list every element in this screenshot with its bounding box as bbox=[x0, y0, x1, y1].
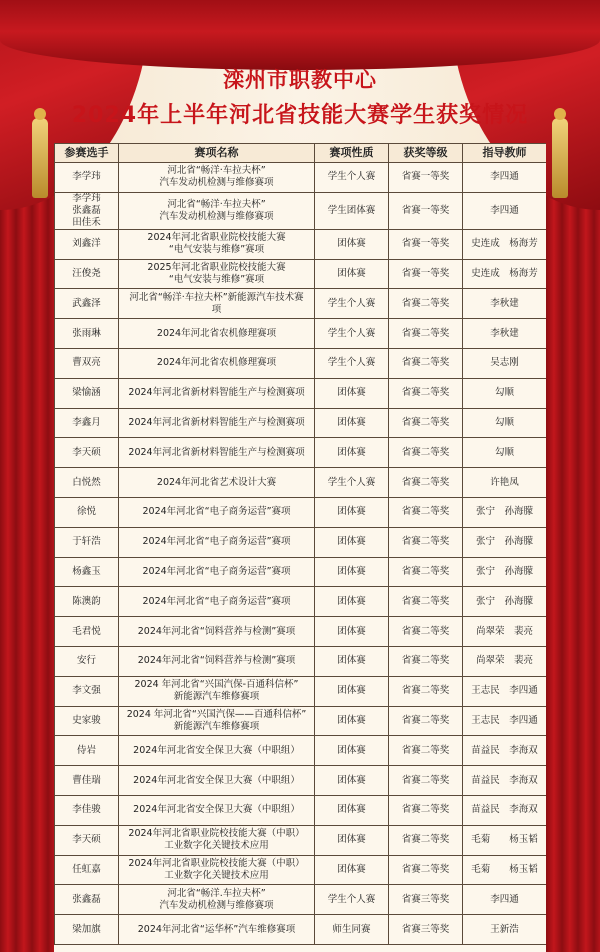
table-header-row bbox=[55, 144, 547, 163]
table-row bbox=[55, 348, 547, 378]
teacher-cell: 史连成 杨海芳 bbox=[463, 229, 547, 259]
contestant-cell: 梁愉涵 bbox=[55, 378, 119, 408]
type-cell: 团体赛 bbox=[315, 766, 389, 796]
type-cell: 学生个人赛 bbox=[315, 163, 389, 193]
teacher-cell: 王志民 李四通 bbox=[463, 676, 547, 706]
tassel-right-icon bbox=[552, 118, 568, 198]
contestant-cell: 任虹嘉 bbox=[55, 855, 119, 885]
award-cell: 省赛一等奖 bbox=[389, 163, 463, 193]
award-cell: 省赛二等奖 bbox=[389, 766, 463, 796]
table-row bbox=[55, 497, 547, 527]
contestant-cell: 李佳骏 bbox=[55, 795, 119, 825]
contestant-cell: 汪俊尧 bbox=[55, 259, 119, 289]
type-cell: 团体赛 bbox=[315, 378, 389, 408]
award-cell: 省赛二等奖 bbox=[389, 736, 463, 766]
event-cell: 2024年河北省新材料智能生产与检测赛项 bbox=[119, 438, 315, 468]
teacher-cell: 毛菊 杨玉韬 bbox=[463, 855, 547, 885]
event-cell: 2024年河北省“电子商务运营”赛项 bbox=[119, 497, 315, 527]
table-row bbox=[55, 527, 547, 557]
type-cell: 团体赛 bbox=[315, 408, 389, 438]
teacher-cell: 毛菊 杨玉韬 bbox=[463, 825, 547, 855]
teacher-cell: 李四通 bbox=[463, 192, 547, 229]
teacher-cell: 张宁 孙海朦 bbox=[463, 527, 547, 557]
type-cell: 团体赛 bbox=[315, 259, 389, 289]
contestant-cell: 白悦然 bbox=[55, 468, 119, 498]
contestant-cell: 史家骏 bbox=[55, 706, 119, 736]
title-line-2: 2024年上半年河北省技能大赛学生获奖情况 bbox=[71, 103, 529, 128]
type-cell: 师生同赛 bbox=[315, 915, 389, 945]
award-cell: 省赛二等奖 bbox=[389, 587, 463, 617]
awards-table bbox=[54, 143, 546, 945]
event-cell: 2024年河北省职业院校技能大赛 “电气安装与维修”赛项 bbox=[119, 229, 315, 259]
event-cell: 2024年河北省“电子商务运营”赛项 bbox=[119, 587, 315, 617]
contestant-cell: 侍岩 bbox=[55, 736, 119, 766]
table-row bbox=[55, 289, 547, 319]
contestant-cell: 刘鑫洋 bbox=[55, 229, 119, 259]
award-cell: 省赛二等奖 bbox=[389, 319, 463, 349]
contestant-cell: 陈澳韵 bbox=[55, 587, 119, 617]
event-cell: 2024年河北省“电子商务运营”赛项 bbox=[119, 557, 315, 587]
type-cell: 团体赛 bbox=[315, 855, 389, 885]
type-cell: 团体赛 bbox=[315, 706, 389, 736]
event-cell: 2024年河北省新材料智能生产与检测赛项 bbox=[119, 378, 315, 408]
type-cell: 团体赛 bbox=[315, 497, 389, 527]
contestant-cell: 徐悦 bbox=[55, 497, 119, 527]
award-cell: 省赛二等奖 bbox=[389, 795, 463, 825]
contestant-cell: 曹双亮 bbox=[55, 348, 119, 378]
award-cell: 省赛二等奖 bbox=[389, 825, 463, 855]
contestant-cell: 李天硕 bbox=[55, 825, 119, 855]
contestant-cell: 张鑫磊 bbox=[55, 885, 119, 915]
type-cell: 团体赛 bbox=[315, 587, 389, 617]
teacher-cell: 苗益民 李海双 bbox=[463, 795, 547, 825]
event-cell: 2024年河北省安全保卫大赛（中职组） bbox=[119, 766, 315, 796]
event-cell: 2024年河北省“运华杯”汽车维修赛项 bbox=[119, 915, 315, 945]
event-cell: 2024年河北省职业院校技能大赛（中职） 工业数字化关键技术应用 bbox=[119, 855, 315, 885]
table-row bbox=[55, 617, 547, 647]
event-cell: 2024年河北省安全保卫大赛（中职组） bbox=[119, 736, 315, 766]
type-cell: 学生个人赛 bbox=[315, 319, 389, 349]
event-cell: 2024年河北省艺术设计大赛 bbox=[119, 468, 315, 498]
teacher-cell: 史连成 杨海芳 bbox=[463, 259, 547, 289]
event-cell: 2024年河北省职业院校技能大赛（中职） 工业数字化关键技术应用 bbox=[119, 825, 315, 855]
award-cell: 省赛二等奖 bbox=[389, 557, 463, 587]
type-cell: 学生个人赛 bbox=[315, 348, 389, 378]
type-cell: 团体赛 bbox=[315, 527, 389, 557]
award-cell: 省赛二等奖 bbox=[389, 438, 463, 468]
event-cell: 2024 年河北省“兴国汽保——百通科信杯” 新能源汽车维修赛项 bbox=[119, 706, 315, 736]
table-row bbox=[55, 319, 547, 349]
curtain-valance bbox=[0, 0, 600, 70]
type-cell: 团体赛 bbox=[315, 557, 389, 587]
teacher-cell: 王志民 李四通 bbox=[463, 706, 547, 736]
teacher-cell: 李四通 bbox=[463, 163, 547, 193]
award-cell: 省赛二等奖 bbox=[389, 706, 463, 736]
table-row bbox=[55, 557, 547, 587]
teacher-cell: 许艳凤 bbox=[463, 468, 547, 498]
tassel-left-icon bbox=[32, 118, 48, 198]
award-cell: 省赛三等奖 bbox=[389, 885, 463, 915]
teacher-cell: 尚翠荣 裴亮 bbox=[463, 646, 547, 676]
award-cell: 省赛一等奖 bbox=[389, 192, 463, 229]
award-cell: 省赛二等奖 bbox=[389, 378, 463, 408]
teacher-cell: 李四通 bbox=[463, 885, 547, 915]
contestant-cell: 李鑫月 bbox=[55, 408, 119, 438]
type-cell: 团体赛 bbox=[315, 736, 389, 766]
header-award: 获奖等级 bbox=[389, 144, 463, 163]
award-cell: 省赛二等奖 bbox=[389, 617, 463, 647]
contestant-cell: 梁加旗 bbox=[55, 915, 119, 945]
table-row bbox=[55, 766, 547, 796]
event-cell: 2024年河北省安全保卫大赛（中职组） bbox=[119, 795, 315, 825]
award-cell: 省赛一等奖 bbox=[389, 229, 463, 259]
teacher-cell: 尚翠荣 裴亮 bbox=[463, 617, 547, 647]
event-cell: 河北省“畅洋·车拉夫杯”新能源汽车技术赛 项 bbox=[119, 289, 315, 319]
teacher-cell: 李秋建 bbox=[463, 319, 547, 349]
contestant-cell: 张雨琳 bbox=[55, 319, 119, 349]
contestant-cell: 李文强 bbox=[55, 676, 119, 706]
teacher-cell: 苗益民 李海双 bbox=[463, 766, 547, 796]
type-cell: 团体赛 bbox=[315, 825, 389, 855]
table-row bbox=[55, 468, 547, 498]
award-cell: 省赛二等奖 bbox=[389, 408, 463, 438]
table-row bbox=[55, 855, 547, 885]
table-row bbox=[55, 587, 547, 617]
award-cell: 省赛二等奖 bbox=[389, 855, 463, 885]
table-row bbox=[55, 885, 547, 915]
awards-table-container bbox=[54, 143, 546, 952]
type-cell: 学生团体赛 bbox=[315, 192, 389, 229]
contestant-cell: 杨鑫玉 bbox=[55, 557, 119, 587]
contestant-cell: 武鑫泽 bbox=[55, 289, 119, 319]
contestant-cell: 李天硕 bbox=[55, 438, 119, 468]
event-cell: 2024年河北省新材料智能生产与检测赛项 bbox=[119, 408, 315, 438]
table-row bbox=[55, 438, 547, 468]
award-cell: 省赛二等奖 bbox=[389, 348, 463, 378]
table-row bbox=[55, 825, 547, 855]
teacher-cell: 张宁 孙海朦 bbox=[463, 587, 547, 617]
teacher-cell: 张宁 孙海朦 bbox=[463, 557, 547, 587]
award-cell: 省赛一等奖 bbox=[389, 259, 463, 289]
title-line-1: 滦州市职教中心 bbox=[223, 68, 377, 92]
teacher-cell: 张宁 孙海朦 bbox=[463, 497, 547, 527]
event-cell: 2024年河北省农机修理赛项 bbox=[119, 348, 315, 378]
table-row bbox=[55, 915, 547, 945]
event-cell: 2024年河北省“饲料营养与检测”赛项 bbox=[119, 646, 315, 676]
event-cell: 2024年河北省农机修理赛项 bbox=[119, 319, 315, 349]
table-row bbox=[55, 795, 547, 825]
event-cell: 2025年河北省职业院校技能大赛 “电气安装与维修”赛项 bbox=[119, 259, 315, 289]
table-row bbox=[55, 676, 547, 706]
type-cell: 团体赛 bbox=[315, 676, 389, 706]
event-cell: 河北省“畅洋·车拉夫杯” 汽车发动机检测与维修赛项 bbox=[119, 163, 315, 193]
type-cell: 团体赛 bbox=[315, 646, 389, 676]
contestant-cell: 李学玮 bbox=[55, 163, 119, 193]
contestant-cell: 安行 bbox=[55, 646, 119, 676]
teacher-cell: 吴志刚 bbox=[463, 348, 547, 378]
award-cell: 省赛二等奖 bbox=[389, 676, 463, 706]
event-cell: 2024年河北省“饲料营养与检测”赛项 bbox=[119, 617, 315, 647]
type-cell: 团体赛 bbox=[315, 438, 389, 468]
type-cell: 学生个人赛 bbox=[315, 885, 389, 915]
award-cell: 省赛二等奖 bbox=[389, 497, 463, 527]
award-cell: 省赛二等奖 bbox=[389, 527, 463, 557]
award-cell: 省赛三等奖 bbox=[389, 915, 463, 945]
table-row bbox=[55, 259, 547, 289]
header-contestant: 参赛选手 bbox=[55, 144, 119, 163]
event-cell: 河北省“畅洋.车拉夫杯” 汽车发动机检测与维修赛项 bbox=[119, 885, 315, 915]
table-row bbox=[55, 192, 547, 229]
contestant-cell: 曹佳瑞 bbox=[55, 766, 119, 796]
type-cell: 学生个人赛 bbox=[315, 468, 389, 498]
event-cell: 2024 年河北省“兴国汽保-百通科信杯” 新能源汽车维修赛项 bbox=[119, 676, 315, 706]
header-teacher: 指导教师 bbox=[463, 144, 547, 163]
teacher-cell: 勾顺 bbox=[463, 438, 547, 468]
table-row bbox=[55, 706, 547, 736]
table-row bbox=[55, 408, 547, 438]
table-row bbox=[55, 229, 547, 259]
contestant-cell: 李学玮 张鑫磊 田佳禾 bbox=[55, 192, 119, 229]
table-row bbox=[55, 378, 547, 408]
type-cell: 团体赛 bbox=[315, 617, 389, 647]
teacher-cell: 王新浩 bbox=[463, 915, 547, 945]
award-cell: 省赛二等奖 bbox=[389, 289, 463, 319]
type-cell: 学生个人赛 bbox=[315, 289, 389, 319]
teacher-cell: 苗益民 李海双 bbox=[463, 736, 547, 766]
header-type: 赛项性质 bbox=[315, 144, 389, 163]
teacher-cell: 勾顺 bbox=[463, 378, 547, 408]
teacher-cell: 李秋建 bbox=[463, 289, 547, 319]
table-row bbox=[55, 163, 547, 193]
contestant-cell: 毛君悦 bbox=[55, 617, 119, 647]
contestant-cell: 于轩浩 bbox=[55, 527, 119, 557]
type-cell: 团体赛 bbox=[315, 229, 389, 259]
type-cell: 团体赛 bbox=[315, 795, 389, 825]
event-cell: 2024年河北省“电子商务运营”赛项 bbox=[119, 527, 315, 557]
award-cell: 省赛二等奖 bbox=[389, 468, 463, 498]
event-cell: 河北省“畅洋·车拉夫杯” 汽车发动机检测与维修赛项 bbox=[119, 192, 315, 229]
header-event: 赛项名称 bbox=[119, 144, 315, 163]
table-row bbox=[55, 736, 547, 766]
award-cell: 省赛二等奖 bbox=[389, 646, 463, 676]
teacher-cell: 勾顺 bbox=[463, 408, 547, 438]
table-row bbox=[55, 646, 547, 676]
